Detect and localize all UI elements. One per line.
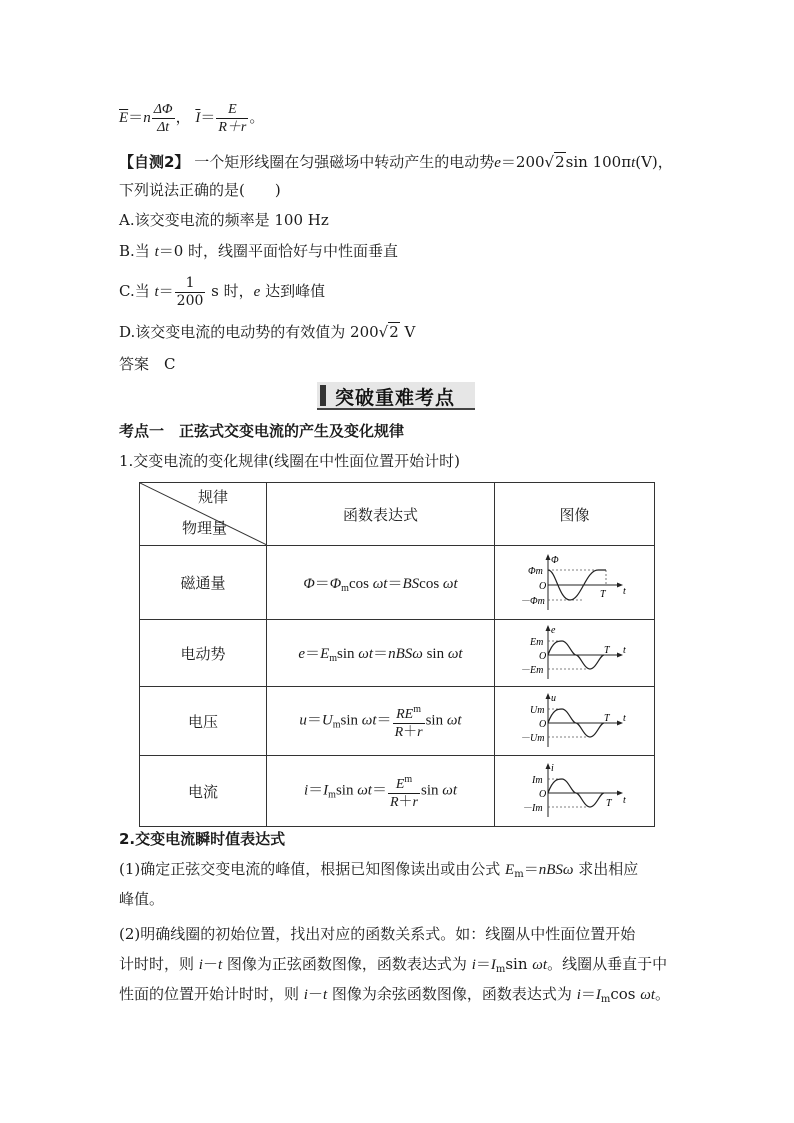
quantity-cell: 电压 [140,687,267,756]
answer: 答案 C [119,355,176,373]
e-symbol: e [494,155,501,171]
header-diagonal-cell [140,483,267,546]
graph-cell [495,620,655,687]
expression-cell: $e=E_m\sin$ ωt＝nBSω sin ωt [267,620,495,687]
option-text: 达到峰值 [260,282,326,300]
table-row [140,546,655,620]
graph-neg-label: －Φm [519,595,545,607]
graph-origin-label: O [538,719,546,730]
paragraph-1-line2: 峰值。 [119,890,165,908]
t-symbol: t [631,155,636,171]
graph-cell [495,687,655,756]
paragraph-text: 。线圈从垂直于中 [547,955,668,973]
question-text: ＝200 [500,153,545,171]
graph-origin-label: O [538,580,546,592]
self-test-question: 【自测2】 一个矩形线圈在匀强磁场中转动产生的电动势e＝200√2sin 100πt(V)， [119,153,673,171]
table-row [140,620,655,687]
frac-den: 200 [176,292,204,309]
graph-neg-label: －Um [519,733,544,744]
frac-num: ΔΦ [153,101,173,117]
graph-peak-label: Φm [527,565,543,577]
paragraph-1-line1: (1)确定正弦交变电流的峰值，根据已知图像读出或由公式 $E_m=nBS\omega$ 求出相应 [119,860,639,880]
option-text: C.当 [119,282,155,300]
paragraph-text: 图像为余弦函数图像，函数表达式为 [327,985,577,1003]
e-symbol: e [253,284,261,300]
sqrt-value: 2 [389,323,399,341]
question-text: (V)， [635,153,673,171]
n-symbol: n [143,110,151,126]
cosine-graph [520,552,630,614]
graph-neg-label: －Em [519,665,543,676]
option-d: D.该交变电流的电动势的有效值为 200√2 V [119,323,416,341]
quantity-cell: 磁通量 [140,546,267,620]
graph-axis-label: i [550,763,554,774]
paragraph-2-line2: 计时时，则 i－t 图像为正弦函数图像，函数表达式为 $i=I_m\sin$ ωt。线圈从垂直于中 [119,955,668,975]
paragraph-text: 。 [655,985,671,1003]
graph-origin-label: O [538,651,546,662]
paragraph-text: 求出相应 [573,860,639,878]
graph-time-label: t [622,795,626,806]
graph-neg-label: －Im [521,803,543,814]
section-subheading: 1.交变电流的变化规律(线圈在中性面位置开始计时) [119,452,461,470]
option-text: D.该交变电流的电动势的有效值为 200 [119,323,379,341]
self-test-label: 【自测2】 [119,153,190,171]
sqrt-value: 2 [555,153,565,171]
graph-axis-label: e [550,625,555,636]
graph-origin-label: O [538,789,546,800]
sine-graph [520,691,630,751]
table-row [140,687,655,756]
graph-axis-label: u [550,693,556,704]
graph-peak-label: Im [531,775,543,786]
paragraph-2-line1: (2)明确线圈的初始位置，找出对应的函数关系式。如：线圈从中性面位置开始 [119,925,636,943]
equals: ＝ [128,108,144,126]
option-text: ＝0 时，线圈平面恰好与中性面垂直 [158,242,399,260]
option-text: s 时， [206,282,254,300]
paragraph-text: 性面的位置开始计时时，则 [119,985,304,1003]
banner-mark [320,385,326,406]
fraction-time [175,275,206,310]
graph-period-label: T [603,645,610,656]
option-b [119,241,398,262]
graph-time-label: t [622,713,626,724]
section-heading: 考点一 正弦式交变电流的产生及变化规律 [119,422,405,440]
header-expression: 函数表达式 [267,483,495,546]
expression-cell: $u=U_m\sin$ ωt＝ $\frac{RE^m}{R+r}$ sin ωt [267,687,495,756]
expression-cell: $i=I_m\sin$ ωt＝ $\frac{E^m}{R+r}$ sin ωt [267,756,495,827]
header-quantity: 物理量 [182,519,228,537]
frac-num: E [216,101,248,119]
sine-graph [520,623,630,683]
section2-heading: 2.交变电流瞬时值表达式 [119,830,286,848]
graph-peak-label: Em [529,637,543,648]
equals: ＝ [200,108,216,126]
frac-num: 1 [175,275,206,293]
paragraph-text: (1)确定正弦交变电流的峰值，根据已知图像读出或由公式 [119,860,506,878]
header-rule: 规律 [197,488,228,506]
quantity-cell: 电流 [140,756,267,827]
option-c [119,272,325,311]
option-text: B.当 [119,242,155,260]
graph-axis-label: Φ [550,554,559,566]
frac-den: Δt [157,119,170,135]
table-row [140,756,655,827]
banner-title: 突破重难考点 [335,387,456,409]
t-symbol: t [154,284,159,300]
graph-period-label: T [605,798,612,809]
self-test-question-line2: 下列说法正确的是( ) [119,181,281,199]
option-text: V [399,323,416,341]
header-graph: 图像 [495,483,655,546]
graph-period-label: T [603,713,610,724]
question-text: 一个矩形线圈在匀强磁场中转动产生的电动势 [194,153,495,171]
i-bar: $\overline{I}$ [195,110,201,126]
separator: ， [175,108,191,126]
frac-den: R＋r [218,119,247,135]
fraction-flux [152,101,175,136]
paragraph-text: 计时时，则 [119,955,199,973]
graph-period-label: T [599,588,606,600]
graph-cell [495,756,655,827]
fraction-current [216,101,248,136]
paragraph-text: 图像为正弦函数图像，函数表达式为 [222,955,472,973]
section-banner [317,382,475,410]
graph-time-label: t [622,585,626,597]
quantity-cell: 电动势 [140,620,267,687]
expression-cell: $\Phi=\Phi_m\cos$ ωt＝BScos ωt [267,546,495,620]
equals: ＝ [158,282,174,300]
ac-rules-table [139,482,655,827]
option-a: A.该交变电流的频率是 100 Hz [119,211,329,229]
e-bar: $\overline{E}$ [119,110,129,126]
graph-cell [495,546,655,620]
question-text: sin 100π [565,153,632,171]
period: 。 [249,108,265,126]
sine-graph [520,761,630,821]
paragraph-2-line3: 性面的位置开始计时时，则 i－t 图像为余弦函数图像，函数表达式为 $i=I_m\cos$ ωt。 [119,985,671,1005]
formula-top [119,100,264,136]
graph-peak-label: Um [529,705,544,716]
t-symbol: t [154,244,159,260]
graph-time-label: t [622,645,626,656]
